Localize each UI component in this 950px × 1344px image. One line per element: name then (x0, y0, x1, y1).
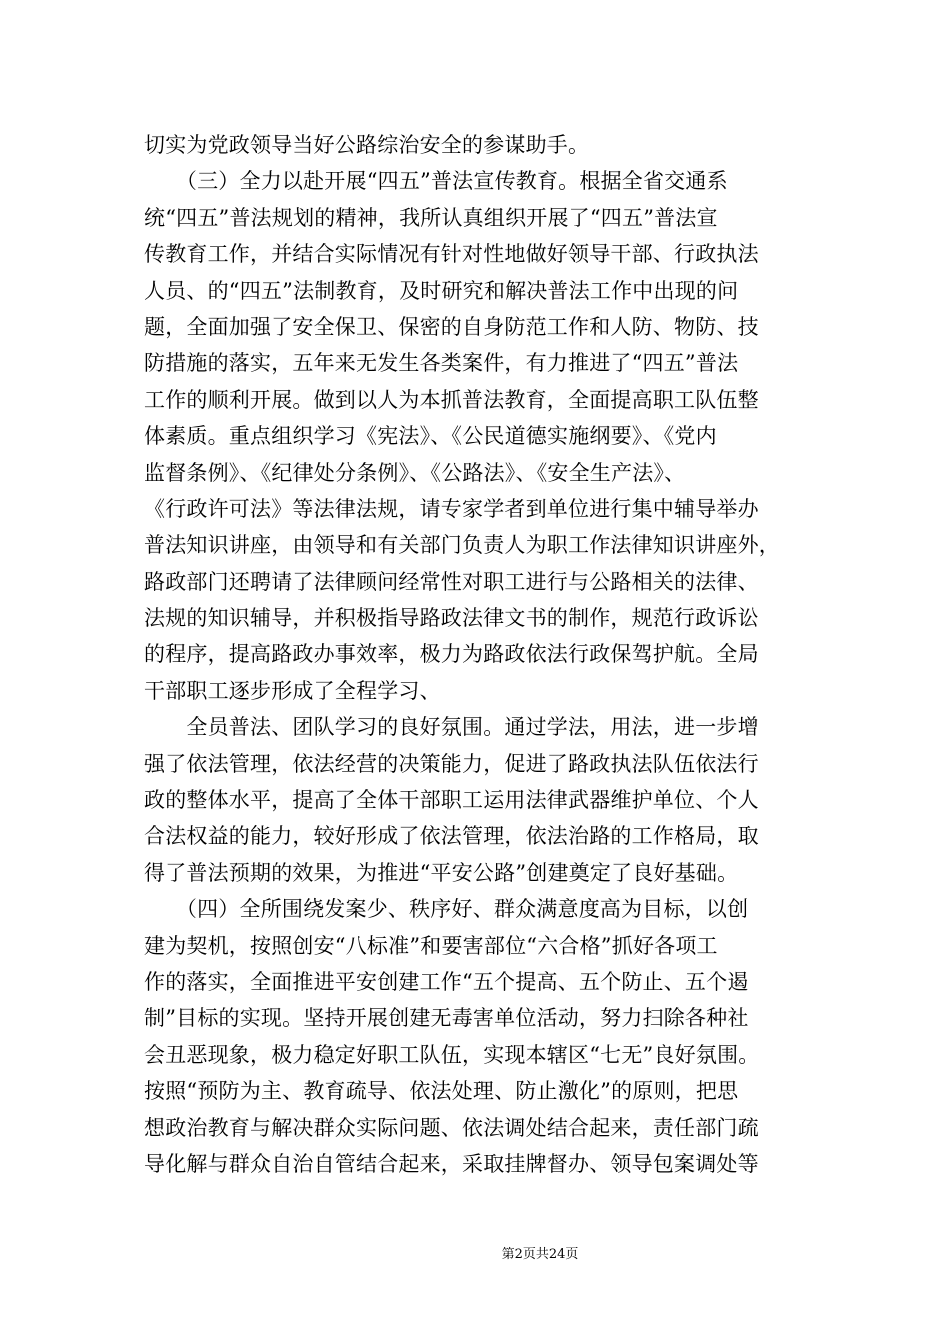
text-line: 防措施的落实，五年来无发生各类案件，有力推进了“四五”普法 (144, 351, 739, 376)
text-line: 传教育工作，并结合实际情况有针对性地做好领导干部、行政执法 (144, 242, 759, 267)
text-line: 想政治教育与解决群众实际问题、依法调处结合起来，责任部门疏 (144, 1115, 759, 1140)
text-line: 的程序，提高路政办事效率，极力为路政依法行政保驾护航。全局 (144, 642, 759, 667)
text-line: 政的整体水平，提高了全体干部职工运用法律武器维护单位、个人 (144, 788, 759, 813)
text-line: （三）全力以赴开展“四五”普法宣传教育。根据全省交通系 (144, 169, 728, 194)
text-line: 人员、的“四五”法制教育，及时研究和解决普法工作中出现的问 (144, 278, 739, 303)
text-line: 体素质。重点组织学习《宪法》、《公民道德实施纲要》、《党内 (144, 424, 717, 449)
text-line: 干部职工逐步形成了全程学习、 (144, 678, 441, 703)
text-line: 合法权益的能力，较好形成了依法管理，依法治路的工作格局，取 (144, 824, 759, 849)
text-line: 会丑恶现象，极力稳定好职工队伍，实现本辖区“七无”良好氛围。 (144, 1042, 760, 1067)
text-line: （四）全所围绕发案少、秩序好、群众满意度高为目标，以创 (144, 897, 749, 922)
text-line: 监督条例》、《纪律处分条例》、《公路法》、《安全生产法》、 (144, 460, 686, 485)
text-line: 得了普法预期的效果，为推进“平安公路”创建奠定了良好基础。 (144, 860, 739, 885)
page-number: 第2页共24页 (501, 1247, 579, 1262)
text-line: 法规的知识辅导，并积极指导路政法律文书的制作，规范行政诉讼 (144, 606, 759, 631)
text-line: 建为契机，按照创安“八标准”和要害部位“六合格”抓好各项工 (144, 933, 718, 958)
text-line: 统“四五”普法规划的精神，我所认真组织开展了“四五”普法宣 (144, 205, 718, 230)
text-line: 题，全面加强了安全保卫、保密的自身防范工作和人防、物防、技 (144, 314, 759, 339)
text-line: 导化解与群众自治自管结合起来，采取挂牌督办、领导包案调处等 (144, 1151, 759, 1176)
text-line: 路政部门还聘请了法律顾问经常性对职工进行与公路相关的法律、 (144, 569, 759, 594)
text-line: 切实为党政领导当好公路综治安全的参谋助手。 (144, 133, 590, 157)
text-line: 全员普法、团队学习的良好氛围。通过学法，用法，进一步增 (144, 715, 759, 740)
text-line: 制”目标的实现。坚持开展创建无毒害单位活动，努力扫除各种社 (144, 1006, 749, 1031)
text-line: 工作的顺利开展。做到以人为本抓普法教育，全面提高职工队伍整 (144, 387, 759, 412)
body-text (144, 127, 834, 1182)
text-line: 《行政许可法》等法律法规，请专家学者到单位进行集中辅导举办 (144, 496, 759, 521)
text-line: 作的落实，全面推进平安创建工作“五个提高、五个防止、五个遏 (144, 969, 749, 994)
text-line: 强了依法管理，依法经营的决策能力，促进了路政执法队伍依法行 (144, 751, 759, 776)
text-line: 按照“预防为主、教育疏导、依法处理、防止激化”的原则，把思 (144, 1079, 739, 1104)
text-line: 普法知识讲座，由领导和有关部门负责人为职工作法律知识讲座外， (144, 533, 780, 558)
